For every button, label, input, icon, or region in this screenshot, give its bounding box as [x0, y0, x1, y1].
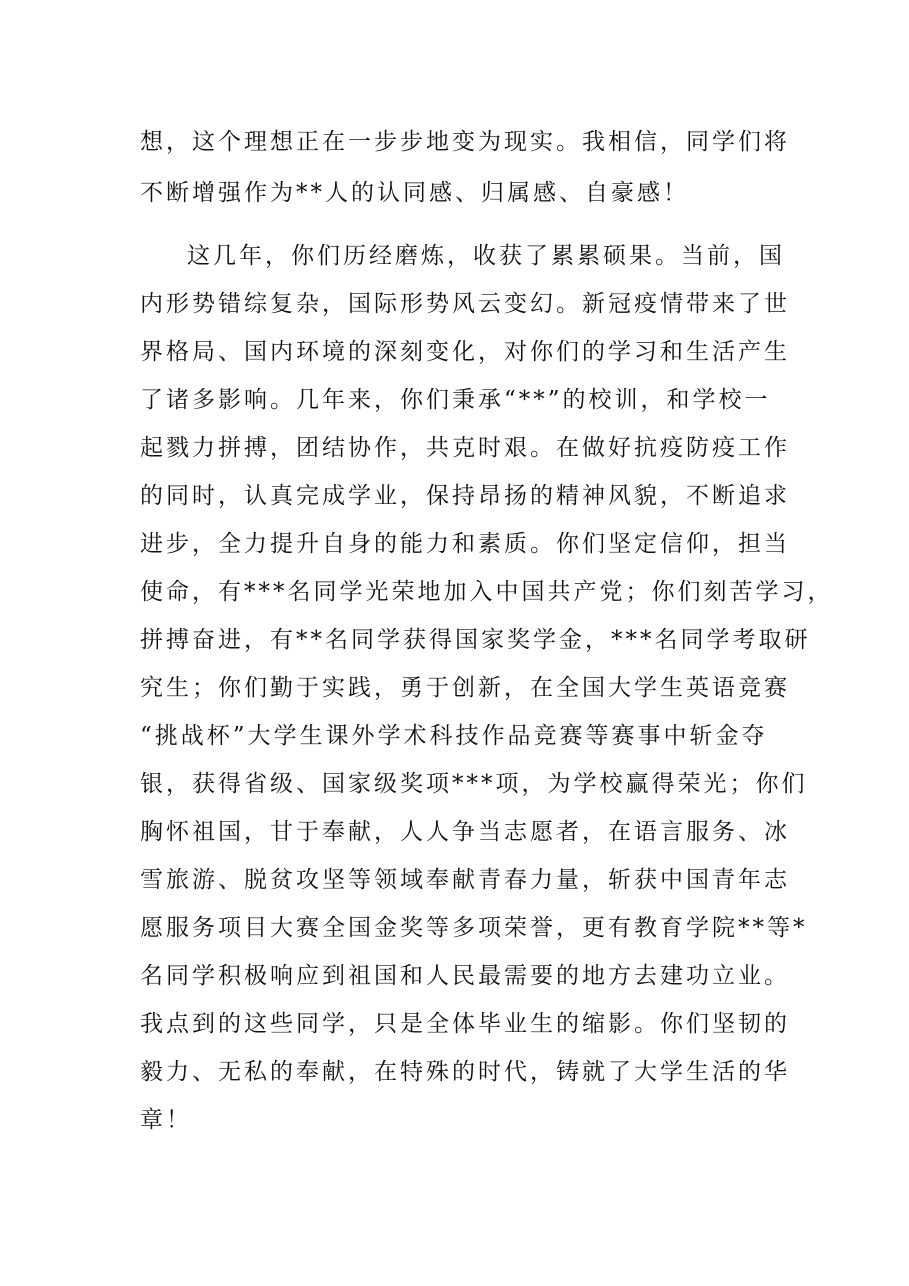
text-line: 起戮力拼搏，团结协作，共克时艰。在做好抗疫防疫工作 [140, 435, 790, 461]
text-line: 毅力、无私的奉献，在特殊的时代，铸就了大学生活的华 [140, 1059, 790, 1085]
text-line: 想，这个理想正在一步步地变为现实。我相信，同学们将 [140, 129, 790, 155]
text-line: 雪旅游、脱贫攻坚等领域奉献青春力量，斩获中国青年志 [140, 867, 790, 893]
text-line: 界格局、国内环境的深刻变化，对你们的学习和生活产生 [140, 339, 790, 365]
text-line: 拼搏奋进，有**名同学获得国家奖学金，***名同学考取研 [140, 627, 811, 653]
text-line: 胸怀祖国，甘于奉献，人人争当志愿者，在语言服务、冰 [140, 819, 790, 845]
text-line: “挑战杯”大学生课外学术科技作品竞赛等赛事中斩金夺 [140, 723, 768, 749]
text-line: 银，获得省级、国家级奖项***项，为学校赢得荣光；你们 [140, 771, 808, 797]
text-line: 究生；你们勤于实践，勇于创新，在全国大学生英语竞赛 [140, 675, 790, 701]
text-line: 愿服务项目大赛全国金奖等多项荣誉，更有教育学院**等* [140, 915, 808, 941]
text-line: 了诸多影响。几年来，你们秉承“**”的校训，和学校一 [140, 387, 771, 413]
text-line: 的同时，认真完成学业，保持昂扬的精神风貌，不断追求 [140, 483, 790, 509]
text-line: 内形势错综复杂，国际形势风云变幻。新冠疫情带来了世 [140, 291, 790, 317]
text-line: 章！ [140, 1107, 192, 1133]
text-line: 使命，有***名同学光荣地加入中国共产党；你们刻苦学习， [140, 579, 834, 605]
paragraph-first-line: 这几年，你们历经磨炼，收获了累累硕果。当前，国 [187, 243, 785, 269]
text-line: 我点到的这些同学，只是全体毕业生的缩影。你们坚韧的 [140, 1011, 790, 1037]
text-line: 不断增强作为**人的认同感、归属感、自豪感！ [140, 180, 689, 206]
text-line: 进步，全力提升自身的能力和素质。你们坚定信仰，担当 [140, 531, 790, 557]
text-line: 名同学积极响应到祖国和人民最需要的地方去建功立业。 [140, 963, 790, 989]
